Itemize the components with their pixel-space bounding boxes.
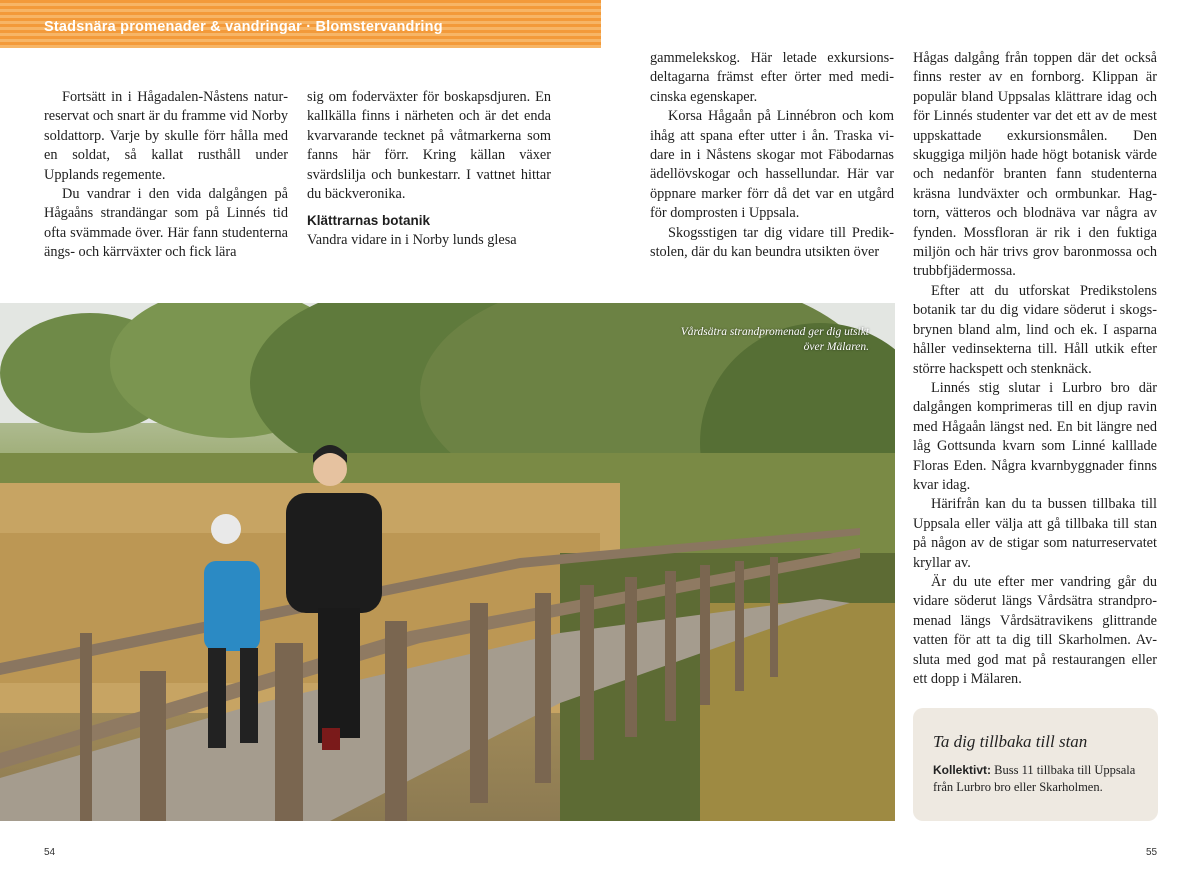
boardwalk-photo bbox=[0, 303, 895, 821]
subheading: Klättrarnas botanik bbox=[307, 213, 431, 229]
boardwalk-illustration bbox=[0, 303, 895, 821]
paragraph: Skogsstigen tar dig vidare till Predikstolen, där du kan beundra utsikten över bbox=[650, 224, 894, 261]
section-header-title: Stadsnära promenader & vandringar · Blomstervandring bbox=[44, 19, 443, 35]
text-column-3 bbox=[650, 49, 894, 262]
paragraph: Du vandrar i den vida dalgången på Hågaåns strandängar som på Linnés tid ofta svämmade över. Här fann studenterna ängs- och kärrväxter och fick lära bbox=[44, 186, 288, 261]
info-box-label: Kollektivt: bbox=[933, 763, 992, 777]
info-box-title: Ta dig tillbaka till stan bbox=[933, 732, 1088, 751]
paragraph: Linnés stig slutar i Lurbro bro där dalgången komprimeras till en djup ravin med Hågaån längst ned. En bit längre ned låg Gottsunda kvarn som Linné kalllade Floras Eden. Några kvarnbyggnader finns kvar idag. bbox=[913, 379, 1157, 493]
paragraph: sig om foderväxter för boskapsdjuren. En kallkälla finns i närheten och är det enda kvarvarande tecknet på våtmarkerna som fanns här förr. Kring källan växer svärdslilja och bunkestarr. I vattnet hittar du bäckveronika. bbox=[307, 89, 551, 203]
text-column-4 bbox=[913, 49, 1157, 689]
paragraph: Efter att du utforskat Predikstolens botanik tar du dig vidare söderut i skogsbrynen bland alm, lind och ek. I asparna håller vedinsekterna till. Håll utkik efter större hackspett och stenknäck. bbox=[913, 282, 1157, 377]
page-number-right: 55 bbox=[1146, 847, 1158, 858]
info-box bbox=[913, 708, 1158, 821]
paragraph: gammelekskog. Här letade exkursionsdeltagarna främst efter örter med medicinska egenskaper. bbox=[650, 50, 894, 105]
photo-caption: Vårdsätra strandpromenad ger dig utsikt över Mälaren. bbox=[680, 326, 869, 353]
paragraph: Härifrån kan du ta bussen tillbaka till Uppsala eller välja att gå tillbaka till stan på någon av de stigar som naturreservatet kryllar av. bbox=[913, 496, 1157, 571]
paragraph: Korsa Hågaån på Linnébron och kom ihåg att spana efter utter i ån. Traska vidare in i Nåstens skogar mot Fäbodarnas ädellövskogar och hassellundar. Här var öppnare marker förr då det var en utgård för domprosten i Uppsala. bbox=[650, 108, 894, 222]
paragraph: Vandra vidare in i Norby lunds glesa bbox=[307, 231, 517, 248]
info-box-text bbox=[933, 762, 1138, 796]
paragraph: Hågas dalgång från toppen där det också finns rester av en fornborg. Klippan är populär bland Uppsalas klättrare idag och för Linnés studenter var det ett av de mest uppskattade exkursionsmålen. Den skuggiga miljön hade högt botanisk värde och nedanför branten fann studenterna kräsna lundväxter och ormbunkar. Hagtorn, vätteros och blodnäva var några av fynden. Mossfloran är rik i den fuktiga miljön och här trivs grov baronmossa och trubbfjädermossa. bbox=[913, 50, 1157, 280]
info-box-body: Buss 11 tillbaka till Uppsala från Lurbro bro eller Skarholmen. bbox=[933, 763, 1136, 794]
text-column-1 bbox=[44, 88, 288, 263]
paragraph: Är du ute efter mer vandring går du vidare söderut längs Vårdsätra strandpromenad längs Vårdsätravikens glittrande vatten för att ta dig till Skarholmen. Avsluta med god mat på restaurangen eller ett dopp i Mälaren. bbox=[913, 573, 1157, 687]
page-number-left: 54 bbox=[44, 847, 56, 858]
paragraph: Fortsätt in i Hågadalen-Nåstens naturreservat och snart är du framme vid Norby soldattorp. Varje by skulle förr hålla med en soldat, så kallat rusthåll under Upplands regemente. bbox=[44, 89, 288, 183]
text-column-2 bbox=[307, 88, 551, 250]
